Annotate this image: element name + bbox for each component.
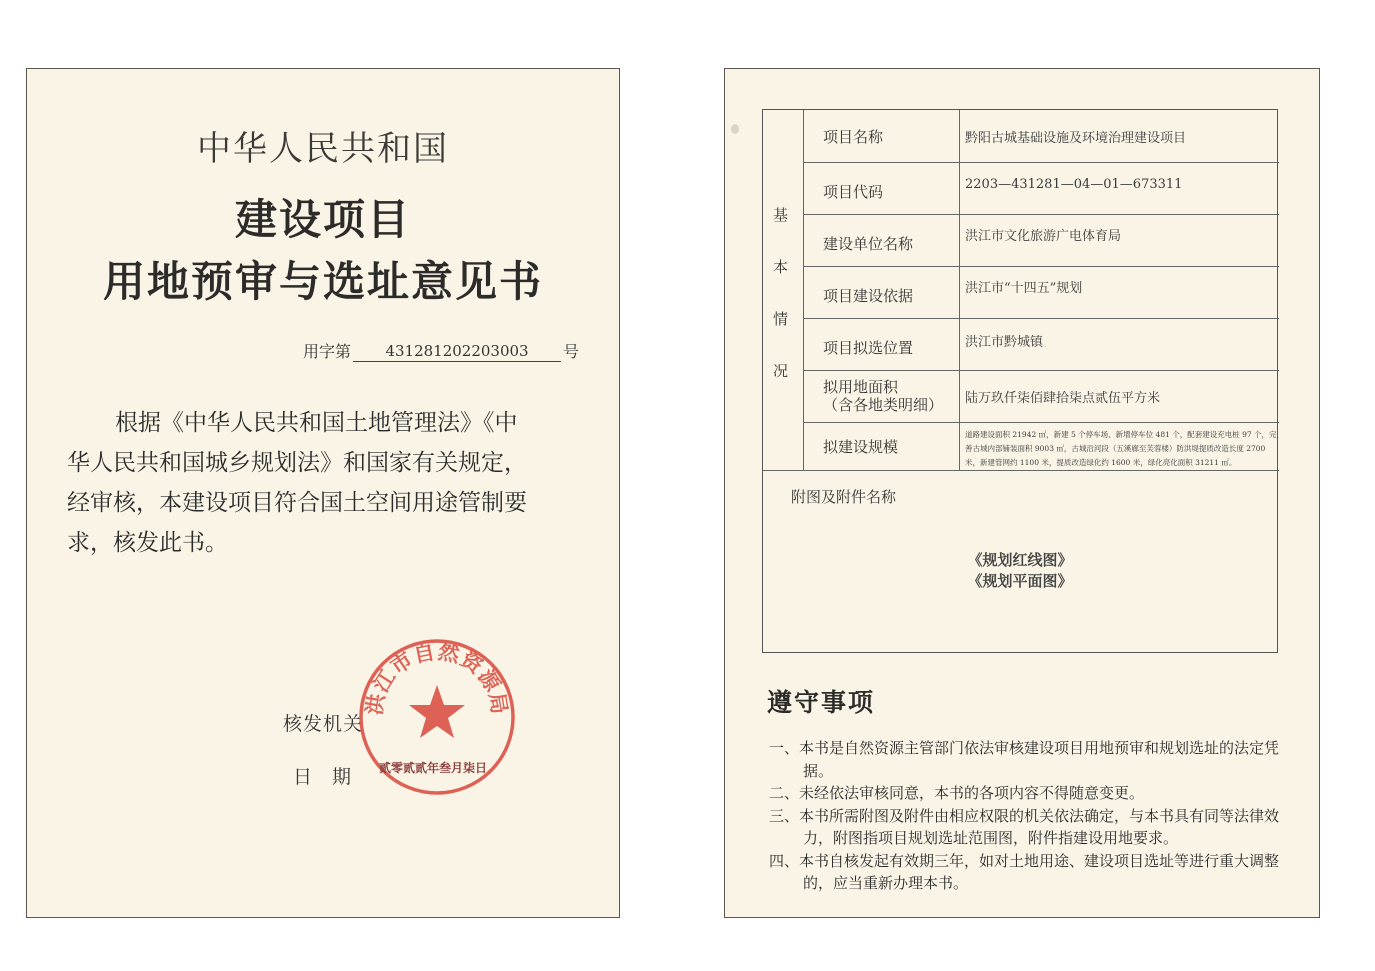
document-number-row [303,339,579,362]
approval-statement [67,403,587,563]
row-value-project-name: 黔阳古城基础设施及环境治理建设项目 [965,130,1187,146]
section-label-char: 本 [773,258,789,276]
row-label-construction-scale: 拟建设规模 [823,437,899,456]
attachments-label: 附图及附件名称 [791,488,897,506]
document-number-value: 431281202203003 [353,342,561,362]
table-row-divider [763,470,1279,471]
row-label-land-area [803,370,959,422]
statement-line: 求，核发此书。 [67,530,228,556]
attachment-item: 《规划平面图》 [967,572,1073,590]
right-page [724,68,1320,918]
row-label-proposed-location: 项目拟选位置 [823,338,914,357]
statement-line: 根据《中华人民共和国土地管理法》《中 [115,410,518,436]
left-page [26,68,620,918]
row-value-construction-basis: 洪江市“十四五”规划 [965,280,1083,296]
attachment-item: 《规划红线图》 [967,551,1073,569]
note-item: 三、本书所需附图及附件由相应权限的机关依法确定，与本书具有同等法律效力，附图指项目规划选址范围图，附件指建设用地要求。 [769,806,1280,847]
row-value-construction-scale: 道路建设面积 21942 ㎡，新建 5 个停车场、新增停车位 481 个，配套建设充电桩 97 个，完善古城内部铺装面积 9003 ㎡，古城沿河段（五溪廊至芙蓉楼）防洪堤提质改造长度 2700 米，新建管网约 1100 米，提质改造绿化约 1600 米，绿化亮化面积 31211 ㎡。 [965,430,1277,467]
country-name: 中华人民共和国 [197,129,449,169]
section-label-char: 况 [773,362,789,380]
document-number-suffix: 号 [563,342,580,361]
notes-list [769,737,1289,895]
document-title-line-2: 用地预审与选址意见书 [102,257,543,306]
statement-line: 华人民共和国城乡规划法》和国家有关规定， [67,450,527,476]
notes-title: 遵守事项 [767,688,876,717]
issue-date-label: 日 期 [293,766,352,788]
document-number-prefix: 用字第 [303,342,352,361]
statement-line: 经审核，本建设项目符合国土空间用途管制要 [67,490,527,516]
land-area-label-sub: （含各地类明细） [823,396,944,414]
row-value-construction-unit: 洪江市文化旅游广电体育局 [965,228,1122,244]
land-area-label-main: 拟用地面积 [823,378,899,396]
basic-info-table [762,109,1278,653]
section-label-char: 情 [773,310,789,328]
row-label-construction-basis: 项目建设依据 [823,286,914,305]
row-value-proposed-location: 洪江市黔城镇 [965,334,1044,350]
attachments-list [763,550,1277,592]
row-label-project-code: 项目代码 [823,182,884,201]
issuing-authority-label: 核发机关 [283,713,364,735]
row-value-project-code: 2203—431281—04—01—673311 [965,176,1183,192]
seal-star-icon [409,685,465,738]
paper-speck [731,124,739,134]
section-label-char: 基 [773,206,789,224]
document-title-line-1: 建设项目 [234,195,411,244]
row-label-project-name: 项目名称 [823,127,884,146]
note-item: 一、本书是自然资源主管部门依法审核建设项目用地预审和规划选址的法定凭据。 [769,739,1280,780]
note-item: 二、未经依法审核同意，本书的各项内容不得随意变更。 [769,784,1145,802]
seal-text: 洪江市自然资源局 [362,639,512,717]
row-value-land-area: 陆万玖仟柒佰肆拾柒点贰伍平方米 [965,390,1161,406]
note-item: 四、本书自核发起有效期三年，如对土地用途、建设项目选址等进行重大调整的，应当重新办理本书。 [769,851,1280,892]
row-label-construction-unit: 建设单位名称 [823,234,914,253]
issue-date-value: 贰零贰贰年叁月柒日 [379,761,488,775]
